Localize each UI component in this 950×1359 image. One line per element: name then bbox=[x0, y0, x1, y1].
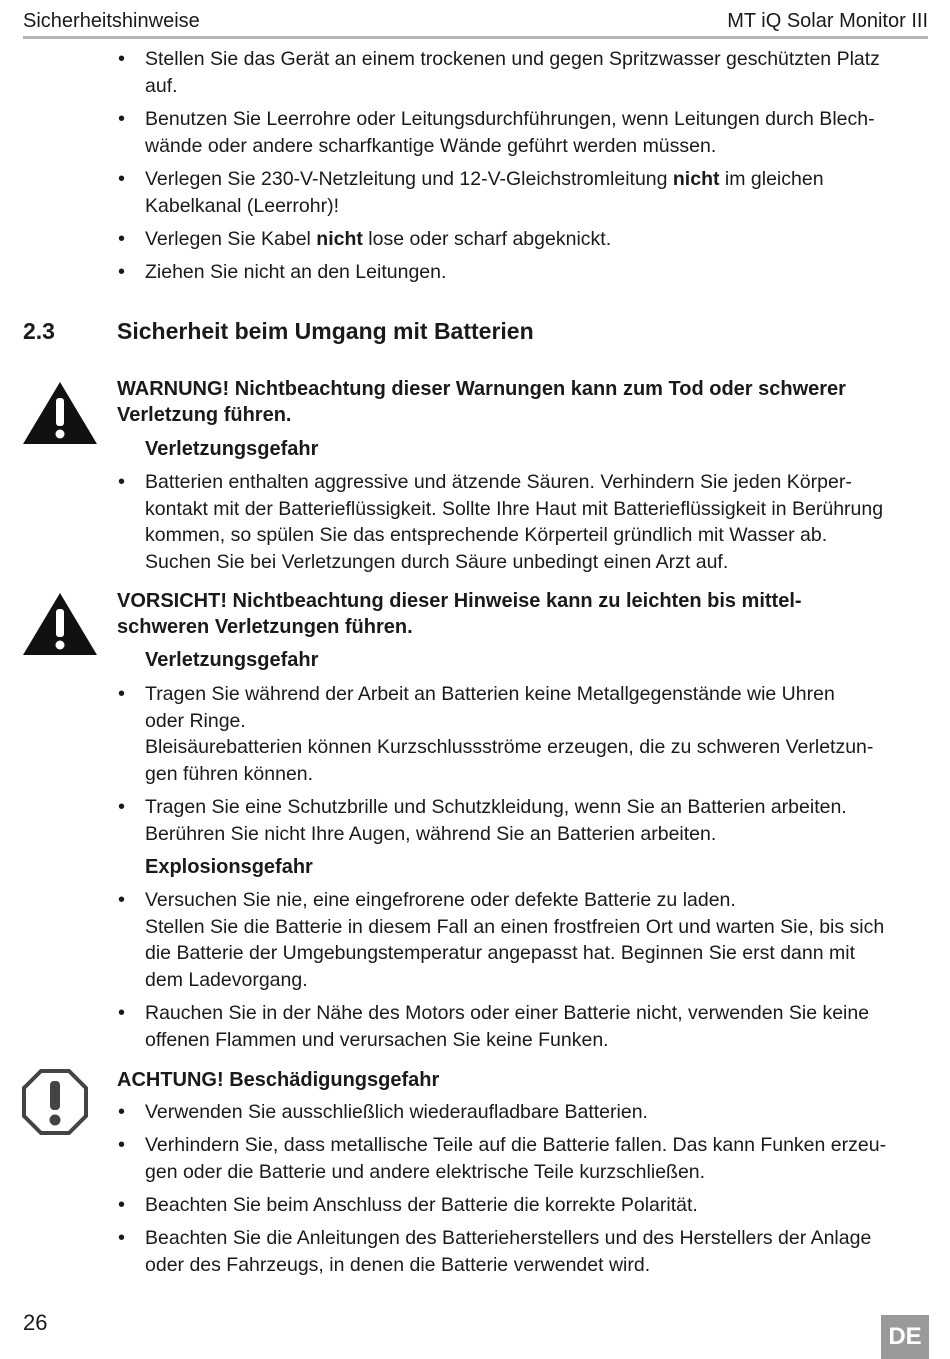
list-item: • Tragen Sie eine Schutzbrille und Schutzkleidung, wenn Sie an Batterien arbeiten. Berühren Sie nicht Ihre Augen, während Sie an Batterien arbeiten. bbox=[145, 794, 935, 847]
list-item: • Ziehen Sie nicht an den Leitungen. bbox=[145, 259, 935, 286]
section-number: 2.3 bbox=[23, 318, 55, 344]
list-item: • Benutzen Sie Leerrohre oder Leitungsdurchführungen, wenn Leitungen durch Blech- wände oder andere scharfkantige Wände geführt werden müssen. bbox=[145, 106, 935, 159]
emphasis: nicht bbox=[672, 168, 720, 190]
warning-heading: WARNUNG! Nichtbeachtung dieser Warnungen kann zum Tod oder schwerer Verletzung führen. bbox=[117, 378, 846, 426]
caution-heading: VORSICHT! Nichtbeachtung dieser Hinweise kann zu leichten bis mittel- schweren Verletzungen führen. bbox=[117, 590, 802, 638]
header-product: MT iQ Solar Monitor III bbox=[727, 10, 928, 32]
list-item: • Stellen Sie das Gerät an einem trockenen und gegen Spritzwasser geschützten Platz auf. bbox=[145, 46, 935, 99]
warning-subheading: Verletzungsgefahr bbox=[145, 438, 319, 460]
page-header bbox=[23, 8, 928, 39]
list-item: • Versuchen Sie nie, eine eingefrorene oder defekte Batterie zu laden. Stellen Sie die Batterie in diesem Fall an einen frostfreien Ort und warten Sie, bis sich die Batterie der Umgebungstemperatur angepasst hat. Beginnen Sie erst dann mit dem Ladevorgang. bbox=[145, 887, 935, 993]
emphasis: nicht bbox=[316, 228, 363, 250]
header-chapter: Sicherheitshinweise bbox=[23, 10, 200, 32]
caution-subheading-injury: Verletzungsgefahr bbox=[145, 649, 319, 671]
list-item: • Verhindern Sie, dass metallische Teile auf die Batterie fallen. Das kann Funken erzeu- gen oder die Batterie und andere elektrische Teile kurzschließen. bbox=[145, 1132, 935, 1185]
list-item: • Tragen Sie während der Arbeit an Batterien keine Metallgegenstände wie Uhren oder Ringe. Bleisäurebatterien können Kurzschlussströme erzeugen, die zu schweren Verletzun- gen führen können. bbox=[145, 681, 935, 787]
list-item: • Verlegen Sie Kabel nicht lose oder scharf abgeknickt. bbox=[145, 226, 935, 253]
list-item: • Verlegen Sie 230-V-Netzleitung und 12-V-Gleichstromleitung nicht im gleichen Kabelkanal (Leerrohr)! bbox=[145, 166, 935, 219]
list-item: • Batterien enthalten aggressive und ätzende Säuren. Verhindern Sie jeden Körper- kontakt mit der Batterieflüssigkeit. Sollte Ihre Haut mit Batterieflüssigkeit in Berührung kommen, so spülen Sie das entsprechende Körperteil gründlich mit Wasser ab. Suchen Sie bei Verletzungen durch Säure unbedingt einen Arzt auf. bbox=[145, 469, 935, 575]
warning-triangle-icon bbox=[22, 591, 98, 657]
language-badge: DE bbox=[881, 1315, 929, 1359]
exclamation-octagon-icon bbox=[21, 1068, 89, 1136]
caution-subheading-explosion: Explosionsgefahr bbox=[145, 856, 313, 878]
list-item: • Beachten Sie beim Anschluss der Batterie die korrekte Polarität. bbox=[145, 1192, 935, 1219]
section-title: Sicherheit beim Umgang mit Batterien bbox=[117, 318, 534, 344]
list-item: • Verwenden Sie ausschließlich wiederaufladbare Batterien. bbox=[145, 1099, 935, 1126]
warning-triangle-icon bbox=[22, 380, 98, 446]
list-item: • Beachten Sie die Anleitungen des Batterieherstellers und des Herstellers der Anlage oder des Fahrzeugs, in denen die Batterie verwendet wird. bbox=[145, 1225, 935, 1278]
page-number: 26 bbox=[23, 1310, 48, 1335]
notice-heading: ACHTUNG! Beschädigungsgefahr bbox=[117, 1069, 440, 1091]
list-item: • Rauchen Sie in der Nähe des Motors oder einer Batterie nicht, verwenden Sie keine offenen Flammen und verursachen Sie keine Funken. bbox=[145, 1000, 935, 1053]
